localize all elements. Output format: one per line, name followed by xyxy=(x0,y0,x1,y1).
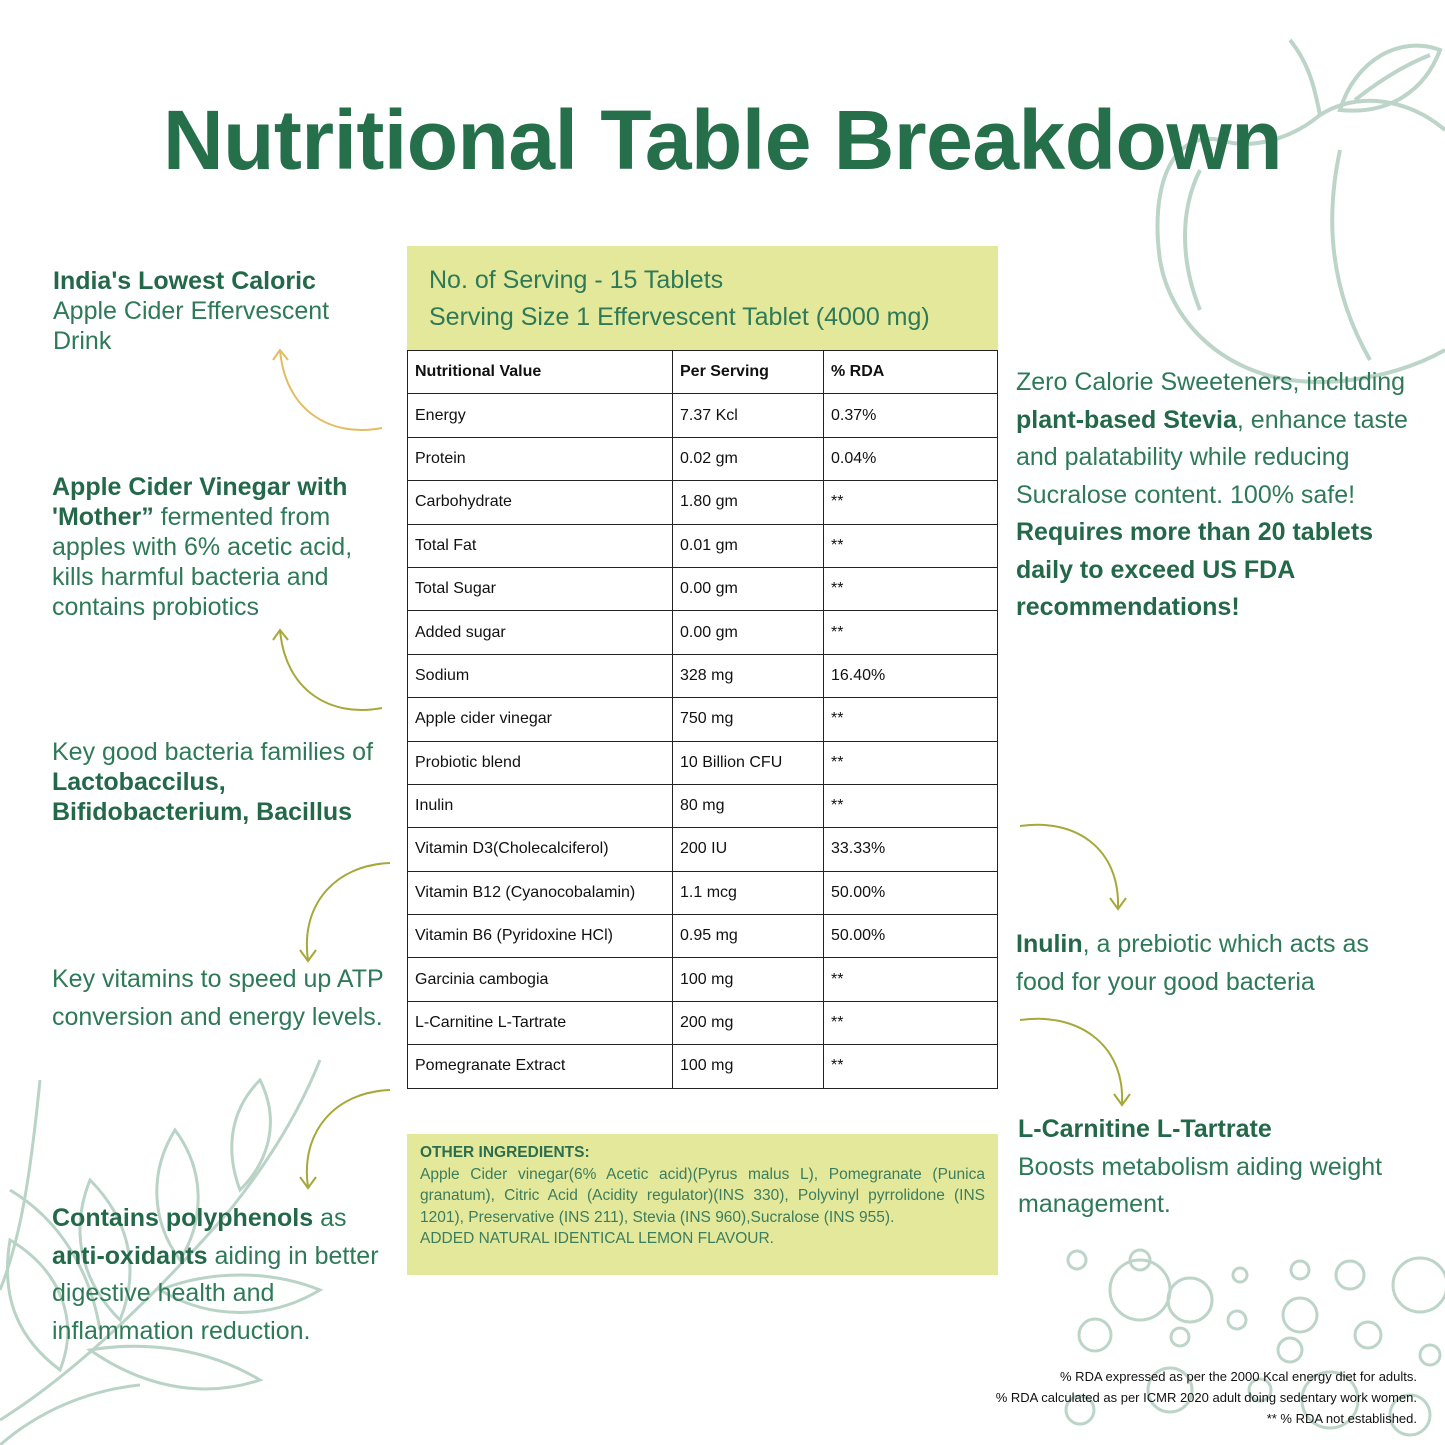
note-text: Boosts metabolism aiding weight management. xyxy=(1018,1152,1383,1218)
note-bold: Contains polyphenols xyxy=(52,1204,314,1232)
note-bold: Requires more than 20 tablets daily to exceed US FDA recommendations! xyxy=(1016,518,1374,621)
table-cell: 100 mg xyxy=(673,958,824,1001)
table-cell: 328 mg xyxy=(673,654,824,697)
note-text: fermented from apples with 6% acetic acid, kills harmful bacteria and contains probiotics xyxy=(52,503,353,621)
apple-outline-icon xyxy=(1140,20,1445,390)
table-cell: 80 mg xyxy=(673,784,824,827)
table-cell: 0.00 gm xyxy=(673,611,824,654)
table-cell: Total Fat xyxy=(408,524,673,567)
table-cell: ** xyxy=(824,481,998,524)
note-bold: plant-based Stevia xyxy=(1016,405,1237,434)
curved-arrow-icon xyxy=(295,855,395,970)
table-cell: 10 Billion CFU xyxy=(673,741,824,784)
table-row xyxy=(408,871,998,914)
curved-arrow-icon xyxy=(1015,818,1130,918)
table-row xyxy=(408,1001,998,1044)
table-cell: Sodium xyxy=(408,654,673,697)
curved-arrow-icon xyxy=(1015,1012,1135,1112)
other-ingredients xyxy=(407,1134,998,1275)
table-cell: 0.04% xyxy=(824,437,998,480)
serving-count: No. of Serving - 15 Tablets xyxy=(429,266,724,294)
footnote: % RDA expressed as per the 2000 Kcal energy diet for adults. xyxy=(1060,1369,1417,1384)
note-text: as xyxy=(313,1204,347,1232)
table-row xyxy=(408,481,998,524)
note-text: Key good bacteria families of xyxy=(52,738,374,766)
table-cell: Vitamin D3(Cholecalciferol) xyxy=(408,828,673,871)
table-cell: ** xyxy=(824,1001,998,1044)
note-acv-mother xyxy=(52,472,397,622)
curved-arrow-icon xyxy=(270,620,390,720)
note-bold: L-Carnitine L-Tartrate xyxy=(1018,1115,1272,1143)
table-cell: Total Sugar xyxy=(408,567,673,610)
table-cell: Added sugar xyxy=(408,611,673,654)
table-cell: 7.37 Kcl xyxy=(673,394,824,437)
table-row xyxy=(408,958,998,1001)
table-cell: 0.00 gm xyxy=(673,567,824,610)
serving-size: Serving Size 1 Effervescent Tablet (4000 mg) xyxy=(429,303,930,331)
table-cell: Carbohydrate xyxy=(408,481,673,524)
note-bold: Inulin xyxy=(1016,930,1083,958)
table-cell: 33.33% xyxy=(824,828,998,871)
table-cell: 50.00% xyxy=(824,915,998,958)
note-bold: Lactobaccilus, Bifidobacterium, Bacillus xyxy=(52,768,353,826)
note-bacteria-families xyxy=(52,737,397,827)
note-text: Apple Cider Effervescent Drink xyxy=(53,297,330,355)
table-cell: ** xyxy=(824,741,998,784)
table-cell: 1.80 gm xyxy=(673,481,824,524)
table-cell: 200 mg xyxy=(673,1001,824,1044)
footnote: ** % RDA not established. xyxy=(1266,1411,1417,1426)
column-header: Nutritional Value xyxy=(408,351,673,394)
table-cell: ** xyxy=(824,567,998,610)
table-row xyxy=(408,437,998,480)
note-bold: India's Lowest Caloric xyxy=(53,267,316,295)
table-cell: 0.02 gm xyxy=(673,437,824,480)
note-key-vitamins xyxy=(52,961,397,1036)
table-row xyxy=(408,524,998,567)
table-cell: Vitamin B12 (Cyanocobalamin) xyxy=(408,871,673,914)
note-l-carnitine xyxy=(1018,1111,1418,1224)
table-cell: ** xyxy=(824,698,998,741)
note-text: , a prebiotic which acts as food for your good bacteria xyxy=(1016,930,1369,996)
table-cell: 100 mg xyxy=(673,1045,824,1088)
table-cell: 0.95 mg xyxy=(673,915,824,958)
table-cell: ** xyxy=(824,784,998,827)
table-cell: Probiotic blend xyxy=(408,741,673,784)
table-cell: Vitamin B6 (Pyridoxine HCl) xyxy=(408,915,673,958)
table-cell: Pomegranate Extract xyxy=(408,1045,673,1088)
table-cell: Inulin xyxy=(408,784,673,827)
note-lowest-caloric xyxy=(53,266,373,356)
ingredients-heading: OTHER INGREDIENTS: xyxy=(420,1144,590,1161)
table-cell: 200 IU xyxy=(673,828,824,871)
table-cell: L-Carnitine L-Tartrate xyxy=(408,1001,673,1044)
nutrition-table xyxy=(407,350,998,1089)
table-header-row xyxy=(408,351,998,394)
table-cell: Energy xyxy=(408,394,673,437)
table-row xyxy=(408,915,998,958)
table-cell: 0.37% xyxy=(824,394,998,437)
table-row xyxy=(408,394,998,437)
ingredients-text: Apple Cider vinegar(6% Acetic acid)(Pyrus malus L), Pomegranate (Punica granatum), Citric Acid (Acidity regulator)(INS 330), Polyvinyl pyrrolidone (INS 1201), Preservative (INS 211), Stevia (INS 960),Sucralose (INS 955). xyxy=(420,1165,985,1226)
column-header: % RDA xyxy=(824,351,998,394)
table-cell: 16.40% xyxy=(824,654,998,697)
table-cell: 0.01 gm xyxy=(673,524,824,567)
table-cell: ** xyxy=(824,611,998,654)
note-bold: Apple Cider Vinegar with 'Mother” xyxy=(52,473,348,531)
table-cell: 1.1 mcg xyxy=(673,871,824,914)
footnotes xyxy=(996,1366,1417,1429)
footnote: % RDA calculated as per ICMR 2020 adult doing sedentary work women. xyxy=(995,1390,1417,1405)
table-cell: ** xyxy=(824,524,998,567)
table-cell: Apple cider vinegar xyxy=(408,698,673,741)
note-bold: anti-oxidants xyxy=(52,1241,208,1270)
column-header: Per Serving xyxy=(673,351,824,394)
note-inulin xyxy=(1016,926,1416,1001)
note-sweeteners xyxy=(1016,364,1416,627)
note-polyphenols xyxy=(52,1200,397,1350)
table-cell: 50.00% xyxy=(824,871,998,914)
note-text: Zero Calorie Sweeteners, including xyxy=(1016,368,1406,396)
table-row xyxy=(408,654,998,697)
table-row xyxy=(408,611,998,654)
table-row xyxy=(408,567,998,610)
page-title: Nutritional Table Breakdown xyxy=(162,93,1283,187)
table-cell: ** xyxy=(824,958,998,1001)
table-row xyxy=(408,698,998,741)
table-row xyxy=(408,828,998,871)
table-cell: Protein xyxy=(408,437,673,480)
note-text: , enhance taste and palatability while reducing Sucralose content. 100% safe! xyxy=(1016,405,1408,509)
curved-arrow-icon xyxy=(295,1082,395,1197)
ingredients-flavour: ADDED NATURAL IDENTICAL LEMON FLAVOUR. xyxy=(420,1230,774,1247)
table-cell: ** xyxy=(824,1045,998,1088)
table-row xyxy=(408,1045,998,1088)
table-cell: Garcinia cambogia xyxy=(408,958,673,1001)
note-text: aiding in better digestive health and inflammation reduction. xyxy=(52,1241,379,1345)
note-text: Key vitamins to speed up ATP conversion and energy levels. xyxy=(52,965,384,1031)
serving-info xyxy=(407,246,998,350)
table-cell: 750 mg xyxy=(673,698,824,741)
table-row xyxy=(408,784,998,827)
table-row xyxy=(408,741,998,784)
